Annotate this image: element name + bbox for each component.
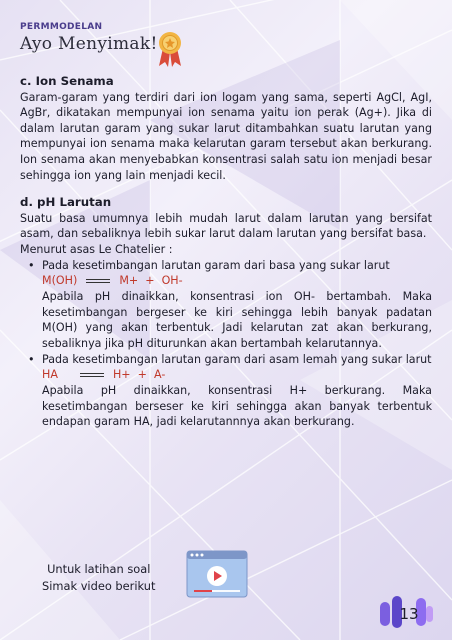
equation-right: M+ + OH- <box>119 274 183 288</box>
bullet-intro: • Pada kesetimbangan larutan garam dari asam lemah yang sukar larut <box>42 352 432 366</box>
list-item <box>20 352 432 430</box>
medal-icon <box>155 30 185 68</box>
header-kicker: PERMMODELAN <box>20 22 103 32</box>
section-d-heading: d. pH Larutan <box>20 195 112 210</box>
header-title: Ayo Menyimak! <box>20 34 158 54</box>
section-d-paragraph: Suatu basa umumnya lebih mudah larut dalam larutan yang bersifat asam, dan sebaliknya lebih sukar larut dalam larutan yang bersifat basa. <box>20 211 432 241</box>
equilibrium-arrow-icon <box>80 372 104 378</box>
bullet-explanation: Apabila pH dinaikkan, konsentrasi H+ berkurang. Maka kesetimbangan berseser ke kiri sehingga akan banyak terbentuk endapan garam HA, jadi kelarutannnya akan berkurang. <box>42 384 432 429</box>
bullet-list <box>20 258 432 430</box>
equation-right: H+ + A- <box>112 368 166 382</box>
equation <box>42 367 432 383</box>
video-prompt <box>42 561 155 595</box>
list-item <box>20 258 432 352</box>
video-prompt-line1: Untuk latihan soal <box>47 562 151 576</box>
equilibrium-arrow-icon <box>86 278 110 284</box>
bullet-explanation: Apabila pH dinaikkan, konsentrasi ion OH- bertambah. Maka kesetimbangan bergeser ke kiri sehingga lebih banyak padatan M(OH) yang akan terbentuk. Jadi kelarutan zat akan berkurang, sebaliknya jika pH diturunkan akan bertambah kelarutannya. <box>42 290 432 350</box>
equation-left: M(OH) <box>42 274 78 288</box>
video-play-icon[interactable] <box>186 550 248 598</box>
page-number: 13 <box>399 605 419 623</box>
le-chatelier-lead: Menurut asas Le Chatelier : <box>20 242 173 256</box>
bullet-intro: • Pada kesetimbangan larutan garam dari basa yang sukar larut <box>42 258 390 272</box>
page-number-badge <box>378 592 434 632</box>
section-c-heading: c. Ion Senama <box>20 74 114 88</box>
equation-left: HA <box>42 368 58 382</box>
section-c-paragraph: Garam-garam yang terdiri dari ion logam yang sama, seperti AgCl, AgI, AgBr, dikatakan mempunyai ion senama yaitu ion perak (Ag+). Jika di dalam larutan garam yang sukar larut ditambahkan suatu larutan yang mempunyai ion senama maka kelarutan garam tersebut akan berkurang. Ion senama akan menyebabkan konsentrasi salah satu ion menjadi besar sehingga ion yang lain menjadi kecil. <box>20 90 432 182</box>
video-prompt-line2: Simak video berikut <box>42 579 156 593</box>
equation <box>42 273 432 289</box>
main-content <box>20 74 432 430</box>
header <box>20 22 158 54</box>
